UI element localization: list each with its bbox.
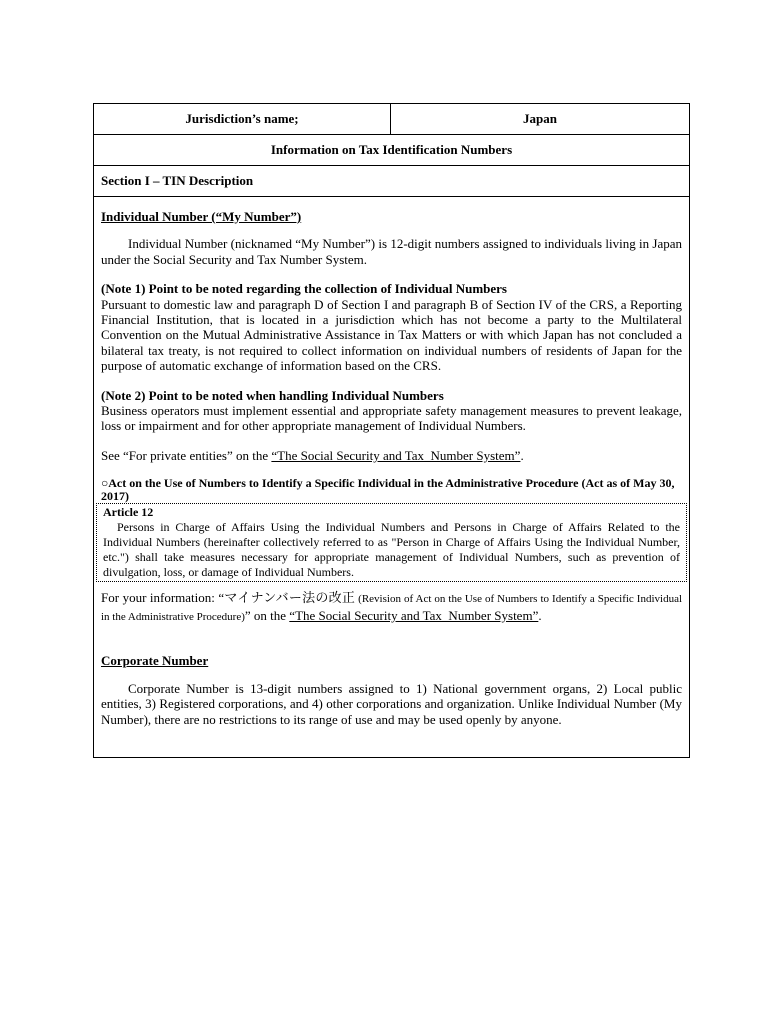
info-prefix: For your information: “マイナンバー法の改正: [101, 590, 356, 606]
info-revision-note: (Revision of Act on the Use of Numbers to Identify a Specific Individual in the Administrative Procedure): [101, 593, 683, 623]
note2-text: Business operators must implement essential and appropriate safety management measures to prevent leakage, loss or impairment and for other appropriate management of Individual Numbers.: [101, 403, 682, 434]
note1-text: Pursuant to domestic law and paragraph D of Section I and paragraph B of Section IV of the CRS, a Reporting Financial Institution, that is located in a jurisdiction which has not become a party to the Multilateral Convention on the Mutual Administrative Assistance in Tax Matters or with which Japan has not concluded a bilateral tax treaty, is not required to collect information on individual numbers of residents of Japan for the purpose of automatic exchange of information based on the CRS.: [101, 296, 682, 374]
info-suffix: .: [538, 607, 542, 623]
info-mid: ” on the: [244, 607, 290, 623]
act-heading: ○Act on the Use of Numbers to Identify a Specific Individual in the Administrative Procedure (Act as of May 30, 2017): [101, 476, 675, 504]
article-12-box: [96, 503, 687, 582]
tin-description-body: [94, 197, 689, 757]
individual-number-heading: Individual Number (“My Number”): [101, 209, 302, 224]
note1-block: [101, 281, 682, 373]
jurisdiction-value: Japan: [523, 111, 557, 126]
for-your-information: [101, 590, 682, 625]
social-security-link-2[interactable]: “The Social Security and Tax_Number System”: [289, 607, 539, 623]
see-private-entities: [101, 448, 682, 463]
note1-title: (Note 1) Point to be noted regarding the collection of Individual Numbers: [101, 281, 507, 297]
see-prefix: See “For private entities” on the: [101, 447, 272, 463]
note2-block: [101, 388, 682, 434]
jurisdiction-label: Jurisdiction’s name;: [94, 104, 391, 134]
individual-number-intro: Individual Number (nicknamed “My Number”) is 12-digit numbers assigned to individuals living in Japan under the Social Security and Tax Number System.: [101, 236, 682, 267]
tin-info-table: [93, 103, 690, 758]
article-title: Article 12: [103, 505, 154, 520]
see-suffix: .: [520, 447, 524, 463]
section-heading: Section I – TIN Description: [94, 166, 689, 197]
table-title: Information on Tax Identification Numbers: [94, 135, 689, 166]
note2-title: (Note 2) Point to be noted when handling Individual Numbers: [101, 387, 444, 403]
article-text: Persons in Charge of Affairs Using the Individual Numbers and Persons in Charge of Affairs Related to the Individual Numbers (hereinafter collectively referred to as "Person in Charge of Affairs Using the Individual Number, etc.") shall take measures necessary for appropriate management of Individual Numbers, such as prevention of divulgation, loss, or damage of Individual Numbers.: [103, 520, 680, 580]
social-security-link[interactable]: “The Social Security and Tax_Number System”: [271, 447, 521, 463]
corporate-number-heading: Corporate Number: [101, 653, 209, 669]
corporate-number-text: Corporate Number is 13-digit numbers assigned to 1) National government organs, 2) Local public entities, 3) Registered corporations, and 4) other corporations and organization. Unlike Individual Number (My Number), there are no restrictions to its range of use and may be used openly by anyone.: [101, 680, 682, 727]
jurisdiction-row: [94, 104, 689, 135]
